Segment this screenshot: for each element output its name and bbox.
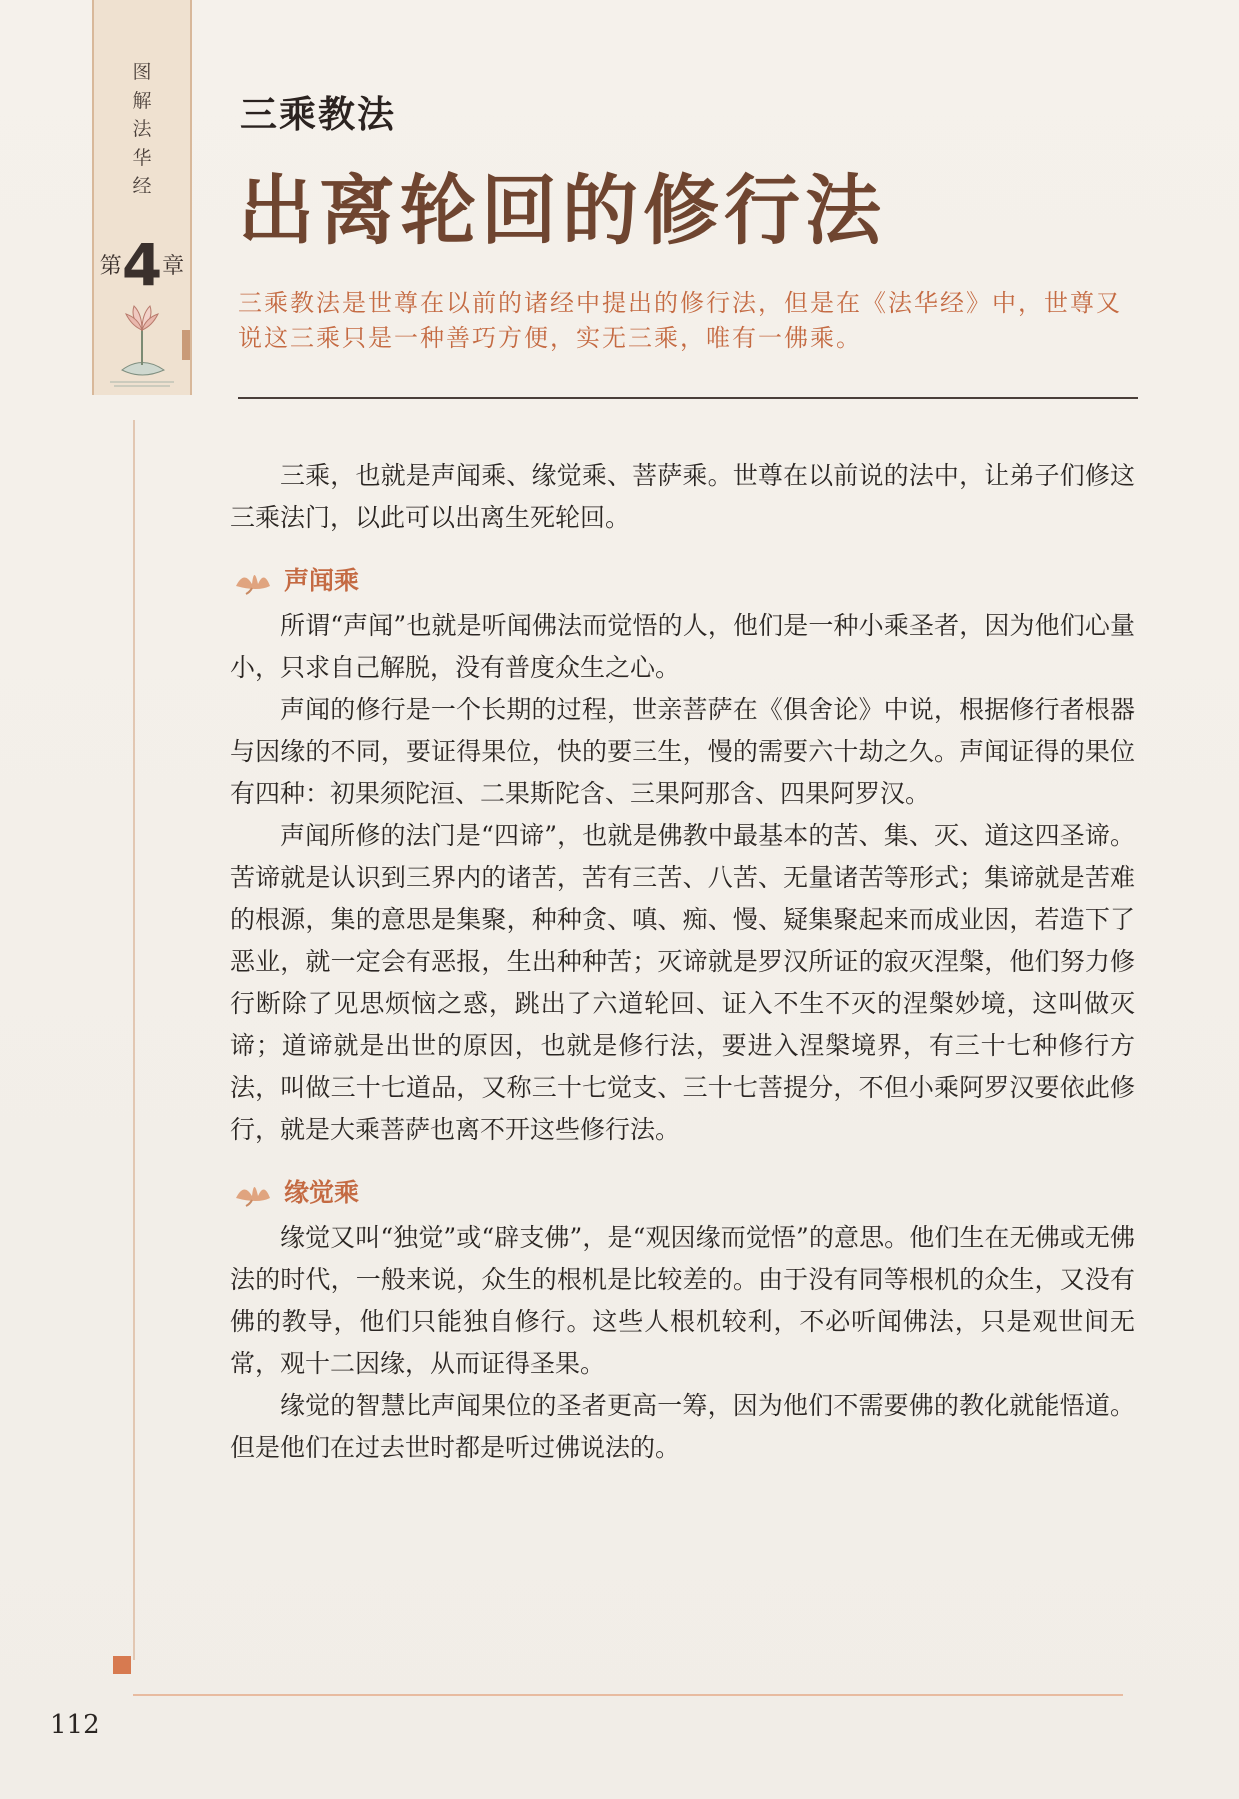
footer-square-ornament (113, 1656, 131, 1674)
subheading-pratyeka: 缘觉乘 (232, 1173, 1135, 1209)
paragraph: 缘觉又叫“独觉”或“辟支佛”，是“观因缘而觉悟”的意思。他们生在无佛或无佛法的时代，一般来说，众生的根机是比较差的。由于没有同等根机的众生，又没有佛的教导，他们只能独自修行。这些人根机较利，不必听闻佛法，只是观世间无常，观十二因缘，从而证得圣果。 (230, 1223, 1135, 1378)
intro-summary: 三乘教法是世尊在以前的诸经中提出的修行法，但是在《法华经》中，世尊又说这三乘只是一种善巧方便，实无三乘，唯有一佛乘。 (238, 289, 1122, 352)
chapter-tab (92, 0, 192, 395)
book-title-vertical: 图 解 法 华 经 (132, 61, 152, 197)
header-divider (238, 397, 1138, 399)
paragraph: 声闻的修行是一个长期的过程，世亲菩萨在《俱舍论》中说，根据修行者根器与因缘的不同，要证得果位，快的要三生，慢的需要六十劫之久。声闻证得的果位有四种：初果须陀洹、二果斯陀含、三果阿那含、四果阿罗汉。 (230, 695, 1135, 808)
paragraph: 缘觉的智慧比声闻果位的圣者更高一筹，因为他们不需要佛的教化就能悟道。但是他们在过去世时都是听过佛说法的。 (230, 1391, 1135, 1462)
section-subtitle: 三乘教法 (240, 92, 396, 136)
paragraph: 三乘，也就是声闻乘、缘觉乘、菩萨乘。世尊在以前说的法中，让弟子们修这三乘法门，以此可以出离生死轮回。 (230, 461, 1135, 532)
footer-divider (133, 1694, 1123, 1696)
margin-line (133, 420, 135, 1660)
paragraph: 声闻所修的法门是“四谛”，也就是佛教中最基本的苦、集、灭、道这四圣谛。苦谛就是认识到三界内的诸苦，苦有三苦、八苦、无量诸苦等形式；集谛就是苦难的根源，集的意思是集聚，种种贪、嗔、痴、慢、疑集聚起来而成业因，若造下了恶业，就一定会有恶报，生出种种苦；灭谛就是罗汉所证的寂灭涅槃，他们努力修行断除了见思烦恼之惑，跳出了六道轮回、证入不生不灭的涅槃妙境，这叫做灭谛；道谛就是出世的原因，也就是修行法，要进入涅槃境界，有三十七种修行方法，叫做三十七道品，又称三十七觉支、三十七菩提分，不但小乘阿罗汉要依此修行，就是大乘菩萨也离不开这些修行法。 (230, 821, 1135, 1144)
subheading-shravaka: 声闻乘 (232, 561, 1135, 597)
body-text (230, 455, 1135, 1469)
section-title: 出离轮回的修行法 (238, 166, 886, 255)
lotus-icon (232, 1174, 274, 1208)
lotus-illustration (102, 300, 182, 390)
page-number: 112 (50, 1710, 100, 1740)
paragraph: 所谓“声闻”也就是听闻佛法而觉悟的人，他们是一种小乘圣者，因为他们心量小，只求自己解脱，没有普度众生之心。 (230, 611, 1135, 682)
tab-marker (182, 330, 190, 360)
lotus-icon (232, 562, 274, 596)
chapter-number: 第4章 (99, 231, 185, 299)
